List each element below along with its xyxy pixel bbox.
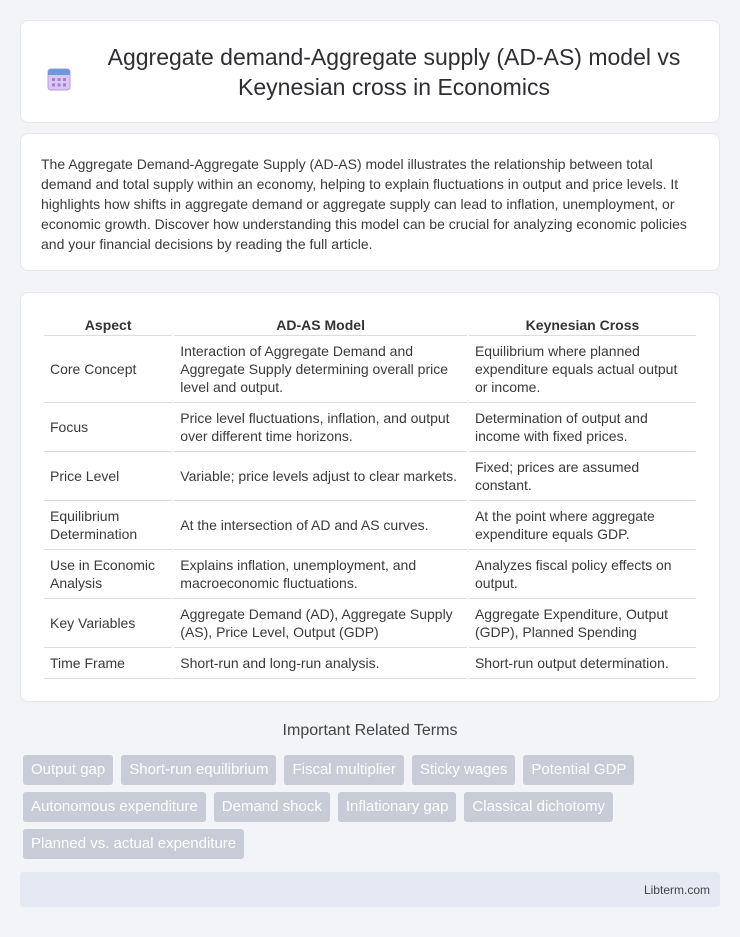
calendar-icon	[46, 66, 72, 92]
table-cell: Interaction of Aggregate Demand and Aggregate Supply determining overall price level and output.	[174, 336, 467, 403]
table-cell: Short-run and long-run analysis.	[174, 648, 467, 679]
page-title: Aggregate demand-Aggregate supply (AD-AS) model vs Keynesian cross in Economics	[107, 43, 681, 100]
table-row	[44, 452, 696, 501]
table-row	[44, 336, 696, 403]
table-row	[44, 403, 696, 452]
tag-inflationary-gap[interactable]: Inflationary gap	[338, 792, 457, 822]
intro-card	[20, 133, 720, 271]
comparison-table-card	[20, 292, 720, 702]
comparison-table	[42, 313, 698, 679]
table-cell: Variable; price levels adjust to clear markets.	[174, 452, 467, 501]
table-row	[44, 648, 696, 679]
table-cell: Aggregate Expenditure, Output (GDP), Planned Spending	[469, 599, 696, 648]
table-cell: Core Concept	[44, 336, 172, 403]
header-ad-as: AD-AS Model	[174, 313, 467, 336]
table-cell: Focus	[44, 403, 172, 452]
table-cell: At the intersection of AD and AS curves.	[174, 501, 467, 550]
table-cell: Price Level	[44, 452, 172, 501]
table-cell: Equilibrium where planned expenditure equals actual output or income.	[469, 336, 696, 403]
table-cell: Use in Economic Analysis	[44, 550, 172, 599]
table-cell: Analyzes fiscal policy effects on output.	[469, 550, 696, 599]
tag-sticky-wages[interactable]: Sticky wages	[412, 755, 516, 785]
tag-potential-gdp[interactable]: Potential GDP	[523, 755, 634, 785]
table-cell: Aggregate Demand (AD), Aggregate Supply (AS), Price Level, Output (GDP)	[174, 599, 467, 648]
table-cell: Equilibrium Determination	[44, 501, 172, 550]
title-wrap	[46, 42, 694, 102]
table-cell: Key Variables	[44, 599, 172, 648]
header-keynesian: Keynesian Cross	[469, 313, 696, 336]
table-cell: Time Frame	[44, 648, 172, 679]
table-cell: Price level fluctuations, inflation, and output over different time horizons.	[174, 403, 467, 452]
table-cell: Determination of output and income with fixed prices.	[469, 403, 696, 452]
tag-demand-shock[interactable]: Demand shock	[214, 792, 330, 822]
table-cell: Explains inflation, unemployment, and macroeconomic fluctuations.	[174, 550, 467, 599]
footer-brand-link[interactable]: Libterm.com	[643, 882, 710, 897]
tag-fiscal-multiplier[interactable]: Fiscal multiplier	[284, 755, 403, 785]
related-terms-title: Important Related Terms	[282, 722, 458, 739]
table-row	[44, 501, 696, 550]
title-card	[20, 20, 720, 123]
tag-autonomous-expenditure[interactable]: Autonomous expenditure	[23, 792, 206, 822]
table-cell: At the point where aggregate expenditure equals GDP.	[469, 501, 696, 550]
tag-output-gap[interactable]: Output gap	[23, 755, 113, 785]
tag-short-run-equilibrium[interactable]: Short-run equilibrium	[121, 755, 276, 785]
footer	[20, 872, 720, 907]
related-terms-list	[23, 755, 703, 866]
table-row	[44, 599, 696, 648]
intro-text: The Aggregate Demand-Aggregate Supply (AD-AS) model illustrates the relationship between total demand and total supply within an economy, helping to explain fluctuations in output and price levels. It highlights how shifts in aggregate demand or aggregate supply can lead to inflation, unemployment, or economic growth. Discover how understanding this model can be crucial for analyzing economic policies and your financial decisions by reading the full article.	[41, 156, 687, 252]
table-header-row	[44, 313, 696, 336]
table-cell: Short-run output determination.	[469, 648, 696, 679]
tag-planned-vs-actual-expenditure[interactable]: Planned vs. actual expenditure	[23, 829, 244, 859]
tag-classical-dichotomy[interactable]: Classical dichotomy	[464, 792, 613, 822]
table-row	[44, 550, 696, 599]
header-aspect: Aspect	[44, 313, 172, 336]
table-cell: Fixed; prices are assumed constant.	[469, 452, 696, 501]
